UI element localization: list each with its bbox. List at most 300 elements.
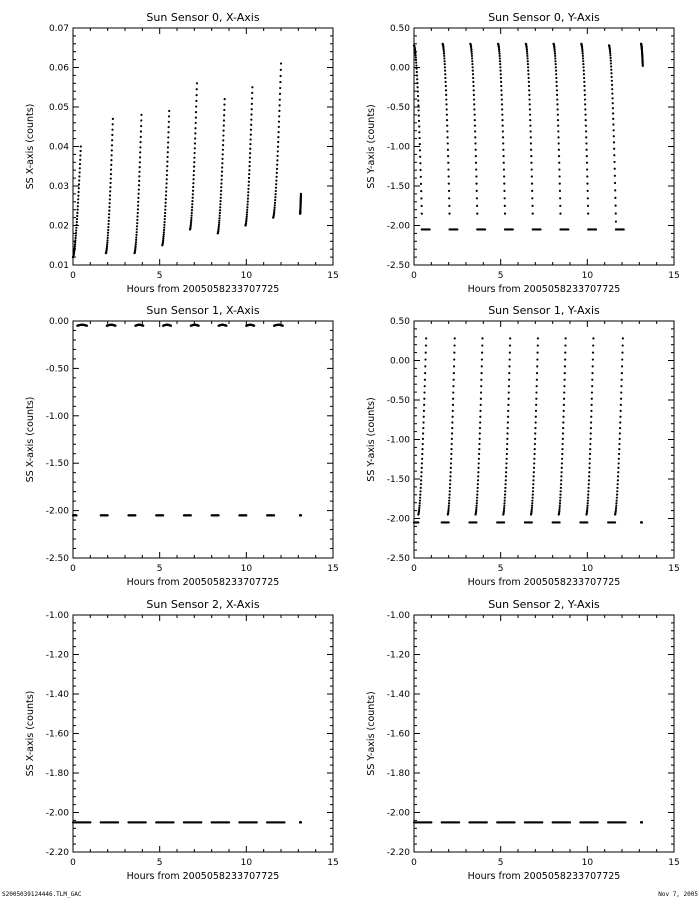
data-point [283,821,285,823]
data-point [196,88,198,90]
data-point [195,116,197,118]
data-point [472,70,474,72]
data-point [592,358,594,360]
data-point [502,142,504,144]
data-point [136,228,138,230]
data-point [586,162,588,164]
data-point [420,483,422,485]
data-point [612,107,614,109]
y-tick-label: 0.50 [389,317,410,327]
data-point [135,239,137,241]
data-point [499,66,501,68]
data-point [504,205,506,207]
data-point [560,483,562,485]
data-point [473,98,475,100]
data-point [565,337,567,339]
data-point [138,171,140,173]
data-point [110,177,112,179]
data-point [526,57,528,59]
data-point [447,149,449,151]
data-point [165,182,167,184]
data-point [221,175,223,177]
data-point [509,337,511,339]
data-point [449,479,451,481]
data-point [475,155,477,157]
data-point [506,448,508,450]
data-point [591,372,593,374]
data-point [109,190,111,192]
data-point [567,228,569,230]
data-point [135,243,137,245]
chart-panel-0 [25,11,339,295]
data-point [555,77,557,79]
data-point [274,199,276,201]
data-point [447,509,449,511]
data-point [531,509,533,511]
data-point [585,142,587,144]
data-point [471,53,473,55]
data-point [444,73,446,75]
data-point [198,325,200,327]
data-point [610,65,612,67]
x-tick-label: 5 [497,271,504,281]
data-point [167,131,169,133]
data-point [429,228,431,230]
y-tick-label: 0.04 [48,142,69,153]
data-point [479,432,481,434]
data-point [534,448,536,450]
data-point [557,125,559,127]
data-point [475,168,477,170]
data-point [79,154,81,156]
data-point [245,514,247,516]
data-point [471,60,473,62]
data-point [110,168,112,170]
data-point [535,404,537,406]
data-point [527,60,529,62]
data-point [505,471,507,473]
data-point [300,821,302,823]
data-point [560,471,562,473]
y-tick-label: 0.03 [48,182,69,192]
data-point [223,114,225,116]
data-point [420,169,422,171]
data-point [220,193,222,195]
data-point [249,157,251,159]
data-point [618,443,620,445]
data-point [592,352,594,354]
data-point [531,521,533,523]
data-point [450,458,452,460]
data-point [449,487,451,489]
data-point [612,123,614,125]
data-point [164,212,166,214]
data-point [450,448,452,450]
x-tick-label: 5 [156,564,163,574]
data-point [558,155,560,157]
data-point [166,165,168,167]
data-point [528,81,530,83]
data-point [561,458,563,460]
data-point [166,170,168,172]
data-point [221,162,223,164]
data-point [445,85,447,87]
data-point [250,134,252,136]
data-point [276,172,278,174]
data-point [590,421,592,423]
data-point [449,490,451,492]
data-point [106,241,108,243]
data-point [504,490,506,492]
data-point [613,129,615,131]
data-point [617,483,619,485]
data-point [535,391,537,393]
data-series [413,337,643,523]
data-point [192,186,194,188]
chart-panel-1 [366,11,680,295]
data-point [453,344,455,346]
data-point [590,427,592,429]
data-point [135,234,137,236]
data-point [110,164,112,166]
data-point [582,66,584,68]
data-point [218,222,220,224]
data-point [615,220,617,222]
data-point [508,385,510,387]
data-point [614,175,616,177]
y-tick-label: -1.50 [45,459,69,470]
data-point [136,215,138,217]
data-point [587,197,589,199]
data-point [597,821,599,823]
data-point [193,157,195,159]
x-tick-label: 5 [497,858,504,868]
data-point [486,821,488,823]
data-point [559,521,561,523]
data-point [420,471,422,473]
data-point [443,60,445,62]
x-tick-label: 5 [156,271,163,281]
data-point [586,155,588,157]
data-point [536,352,538,354]
data-point [447,162,449,164]
data-point [562,416,564,418]
data-point [138,193,140,195]
data-point [498,53,500,55]
data-point [278,121,280,123]
data-point [532,487,534,489]
data-point [248,177,250,179]
data-point [539,228,541,230]
data-point [564,372,566,374]
data-point [194,132,196,134]
data-point [536,372,538,374]
data-point [424,379,426,381]
data-point [480,391,482,393]
data-point [136,231,138,233]
data-point [554,53,556,55]
data-point [503,507,505,509]
data-point [190,219,192,221]
data-point [77,195,79,197]
data-point [563,398,565,400]
data-point [506,438,508,440]
data-point [536,365,538,367]
data-point [225,325,227,327]
data-point [501,119,503,121]
data-point [526,55,528,57]
data-point [508,372,510,374]
data-point [589,458,591,460]
data-series [413,821,643,823]
data-point [164,205,166,207]
data-point [448,213,450,215]
data-point [416,71,418,73]
data-point [506,458,508,460]
y-tick-label: -1.50 [386,475,410,485]
data-point [447,168,449,170]
x-tick-label: 10 [240,271,253,281]
data-point [76,215,78,217]
data-point [585,130,587,132]
data-point [418,131,420,133]
plot-frame [73,615,333,852]
y-tick-label: -1.50 [386,182,410,192]
data-point [78,187,80,189]
x-axis-label: Hours from 2005058233707725 [126,284,280,295]
data-point [557,114,559,116]
data-point [446,130,448,132]
data-point [166,174,168,176]
data-point [453,372,455,374]
data-point [471,57,473,59]
data-point [74,239,76,241]
data-point [193,174,195,176]
data-point [585,136,587,138]
data-point [77,208,79,210]
data-point [591,404,593,406]
data-point [505,467,507,469]
data-point [532,497,534,499]
data-point [192,193,194,195]
data-point [528,94,530,96]
data-point [450,467,452,469]
data-point [587,497,589,499]
data-point [280,62,282,64]
data-point [138,175,140,177]
data-point [220,190,222,192]
data-point [582,60,584,62]
data-point [193,166,195,168]
data-point [480,379,482,381]
y-tick-label: -2.00 [386,221,410,232]
data-point [195,111,197,113]
data-point [114,325,116,327]
y-tick-label: 0.07 [48,24,69,34]
data-point [620,404,622,406]
data-point [504,483,506,485]
data-point [139,166,141,168]
data-point [246,216,248,218]
data-point [417,90,419,92]
data-point [531,205,533,207]
data-point [224,98,226,100]
data-point [78,191,80,193]
data-point [276,164,278,166]
x-tick-label: 0 [70,564,76,574]
data-point [279,87,281,89]
data-point [583,81,585,83]
data-point [246,211,248,213]
data-point [275,193,277,195]
data-point [532,493,534,495]
data-point [421,462,423,464]
data-point [531,197,533,199]
data-point [559,502,561,504]
data-point [533,458,535,460]
data-point [168,126,170,128]
data-point [109,182,111,184]
data-point [564,358,566,360]
data-point [247,203,249,205]
data-point [168,110,170,112]
data-point [620,385,622,387]
data-point [248,181,250,183]
data-point [506,443,508,445]
data-point [109,186,111,188]
y-tick-label: 0.00 [48,317,69,327]
data-point [534,432,536,434]
data-point [529,125,531,127]
data-point [561,467,563,469]
x-tick-label: 0 [411,564,417,574]
data-point [451,432,453,434]
y-axis-label: SS Y-axis (counts) [366,104,377,189]
data-point [136,222,138,224]
data-point [110,173,112,175]
y-tick-label: -1.80 [45,769,69,779]
data-point [448,505,450,507]
data-point [418,507,420,509]
data-point [476,190,478,192]
data-point [610,72,612,74]
data-point [474,142,476,144]
data-point [218,217,220,219]
y-tick-label: -1.00 [386,435,410,446]
data-point [616,487,618,489]
data-point [609,52,611,54]
data-point [111,149,113,151]
data-point [501,98,503,100]
data-point [443,50,445,52]
data-point [139,151,141,153]
data-point [164,215,166,217]
data-point [77,205,79,207]
data-point [274,207,276,209]
chart-title: Sun Sensor 2, Y-Axis [488,598,600,611]
y-tick-label: -2.00 [386,808,410,819]
data-point [136,225,138,227]
data-point [166,161,168,163]
data-point [251,86,253,88]
data-point [112,123,114,125]
data-point [221,158,223,160]
data-point [611,76,613,78]
data-point [478,453,480,455]
data-point [137,205,139,207]
data-point [419,497,421,499]
data-point [195,94,197,96]
data-point [448,493,450,495]
data-point [112,118,114,120]
data-point [475,175,477,177]
data-point [478,443,480,445]
data-point [622,344,624,346]
y-tick-label: -2.50 [45,554,69,564]
data-point [541,821,543,823]
chart-panel-2 [25,304,339,588]
data-point [111,129,113,131]
data-point [555,66,557,68]
data-point [619,438,621,440]
data-point [583,73,585,75]
data-point [499,60,501,62]
data-point [419,493,421,495]
data-point [531,182,533,184]
data-point [417,86,419,88]
data-point [111,154,113,156]
data-series [72,821,302,823]
data-point [190,221,192,223]
data-point [220,197,222,199]
data-point [530,155,532,157]
data-point [107,237,109,239]
data-point [458,821,460,823]
data-point [194,147,196,149]
data-point [443,55,445,57]
data-point [140,130,142,132]
data-point [75,514,77,516]
data-point [531,502,533,504]
data-point [591,391,593,393]
data-point [248,173,250,175]
data-point [86,325,88,327]
data-point [562,421,564,423]
data-point [508,379,510,381]
data-point [276,159,278,161]
chart-panel-4 [25,598,339,882]
data-point [447,155,449,157]
data-point [451,443,453,445]
data-point [451,427,453,429]
data-point [610,69,612,71]
data-point [139,156,141,158]
data-point [446,136,448,138]
data-point [279,99,281,101]
data-point [194,127,196,129]
data-point [449,483,451,485]
x-tick-label: 5 [156,858,163,868]
data-point [588,475,590,477]
data-point [191,209,193,211]
data-point [479,410,481,412]
data-point [476,490,478,492]
data-point [563,410,565,412]
data-point [609,54,611,56]
data-point [532,483,534,485]
x-tick-label: 0 [411,271,417,281]
data-point [614,205,616,207]
